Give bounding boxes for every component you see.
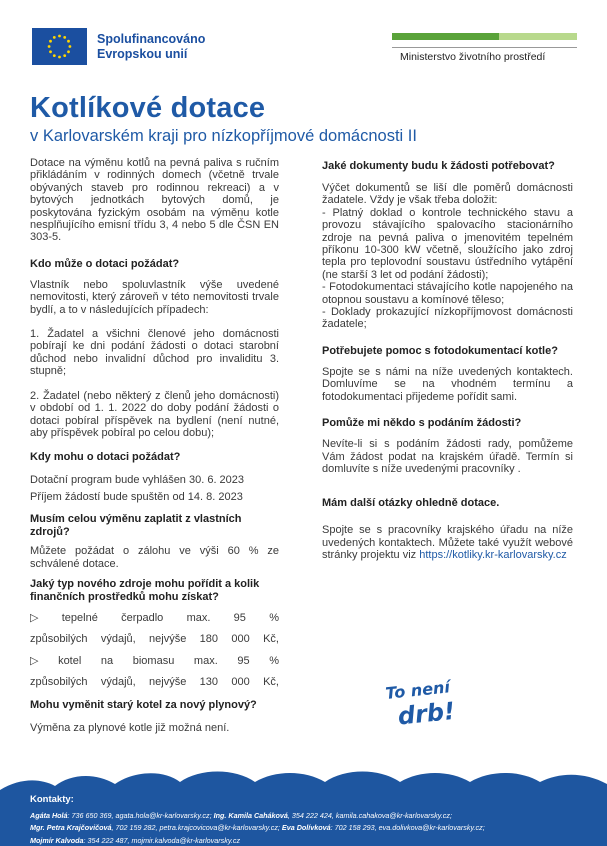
document-item: - Platný doklad o kontrole technického stavu a provozu stávajícího spalovacího stacionárního zdroje na pevná paliva o jmenovitém tepelném příkonu 10-300 kW včetně, sloužícího jako zdroj tepla pro teplovodní soustavu ústředního vytápění (ne starší 3 let od podání žádosti); [322,206,573,281]
question-when: Kdy mohu o dotaci požádat? [30,451,181,464]
answer-who-case1: 1. Žadatel a všichni členové jeho domácnosti pobírají ke dni podání žádosti o dotaci starobní důchod nebo invalidní důchod pro invaliditu 3. stupně; [30,328,279,378]
question-gas-boiler: Mohu vyměnit starý kotel za nový plynový? [30,698,257,711]
document-item: - Fotodokumentaci stávajícího kotle napojeného na otopnou soustavu a komínové těleso; [322,281,573,306]
question-who: Kdo může o dotaci požádat? [30,257,180,270]
question-photo-help: Potřebujete pomoc s fotodokumentací kotle? [322,344,558,357]
ministry-name: Ministerstvo životního prostředí [392,47,577,63]
bullet-heat-pump: ▷ tepelné čerpadlo max. 95 % způsobilých výdajů, nejvýše 180 000 Kč, [30,611,279,646]
contact-name: Eva Dolívková [279,823,331,833]
contacts-row-1: Agáta Holá: 736 650 369, agata.hola@kr-karlovarsky.cz; Ing. Kamila Caháková, 354 222 424, kamila.cahakova@kr-karlovarsky.cz; [30,810,452,820]
ministry-color-bar [392,33,577,40]
intro-paragraph: Dotace na výměnu kotlů na pevná paliva s ručním přikládáním v rodinných domech (včetně trvale obývaných staveb pro rodinnou rekreaci) a v bytových jednotkách bytových domů, je poskytována fyzickým osobám na výměnu kotle nesplňujícího emisní třídu 3, 4 nebo 5 dle ČSN EN 303-5. [30,157,279,244]
ministry-logo [392,33,577,63]
contacts-row-2: Mgr. Petra Krajčovičová, 702 159 282, petra.krajcovicova@kr-karlovarsky.cz; Eva Dolívková: 702 158 293, eva.dolivkova@kr-karlovarsky.cz; [30,823,485,833]
document-item: - Doklady prokazující nízkopříjmovost domácnosti žadatele; [322,306,573,331]
question-application-help: Pomůže mi někdo s podáním žádosti? [322,417,522,430]
answer-application-help: Nevíte-li si s podáním žádosti rady, pomůžeme Vám žádost podat na krajském úřadě. Termín si domluvíte s níže uvedenými pracovníky . [322,438,573,475]
bullet-biomass: ▷ kotel na biomasu max. 95 % způsobilých výdajů, nejvýše 130 000 Kč, [30,654,279,689]
page-subtitle: v Karlovarském kraji pro nízkopříjmové domácnosti II [30,127,417,145]
contact-name: Agáta Holá [30,810,68,820]
contact-name: Ing. Kamila Caháková [211,810,288,820]
answer-who-case2: 2. Žadatel (nebo některý z členů jeho domácnosti) v období od 1. 1. 2022 do doby podání žádosti o dotaci pobíral příspěvek na bydlení (není nutné, aby příspěvek pobíral po celou dobu); [30,389,279,439]
answer-photo-help: Spojte se s námi na níže uvedených kontaktech. Domluvíme se na vhodném termínu a fotodokumentaci přijedeme pořídit sami. [322,365,573,403]
left-column [30,157,279,734]
campaign-logo [384,676,464,728]
answer-documents: Výčet dokumentů se liší dle poměrů domácnosti žadatele. Vždy je však třeba doložit: [322,182,573,207]
page-title: Kotlíkové dotace [30,92,266,124]
contacts-row-3: Mojmír Kalvoda: 354 222 487, mojmir.kalvoda@kr-karlovarsky.cz [30,835,241,845]
question-documents: Jaké dokumenty budu k žádosti potřebovat? [322,160,555,172]
question-own-funds: Musím celou výměnu zaplatit z vlastních zdrojů? [30,513,242,539]
project-website-link[interactable]: https://kotliky.kr-karlovarsky.cz [419,549,567,562]
right-column [322,160,573,562]
contact-name: Mojmír Kalvoda [30,835,84,845]
answer-when-announce: Dotační program bude vyhlášen 30. 6. 2023 [30,474,245,487]
eu-text-line2: Evropskou unií [97,46,188,61]
question-source-type: Jaký typ nového zdroje mohu pořídit a kolik finančních prostředků mohu získat? [30,577,260,603]
answer-who: Vlastník nebo spoluvlastník výše uvedené nemovitosti, který zároveň v této nemovitosti trvale bydlí, a to v následujících případech: [30,278,279,316]
answer-when-start: Příjem žádostí bude spuštěn od 14. 8. 2023 [30,490,243,503]
question-more: Mám další otázky ohledně dotace. [322,497,500,510]
eu-text-line1: Spolufinancováno [97,31,206,46]
answer-own-funds: Můžete požádat o zálohu ve výši 60 % ze schválené dotace. [30,545,279,570]
eu-flag-icon [32,28,87,65]
logo-line1: To není [384,677,451,703]
contacts-heading: Kontakty: [30,794,74,805]
answer-more: Spojte se s pracovníky krajského úřadu na níže uvedených kontaktech. Můžete také využít webové stránky projektu viz https://kotliky.kr-karlovarsky.cz [322,524,573,562]
answer-gas-boiler: Výměna za plynové kotle již možná není. [30,721,230,734]
contact-name: Mgr. Petra Krajčovičová [30,823,112,833]
logo-line2: drb! [396,696,457,728]
contacts-footer [0,760,607,846]
eu-cofinancing-logo [32,28,205,65]
